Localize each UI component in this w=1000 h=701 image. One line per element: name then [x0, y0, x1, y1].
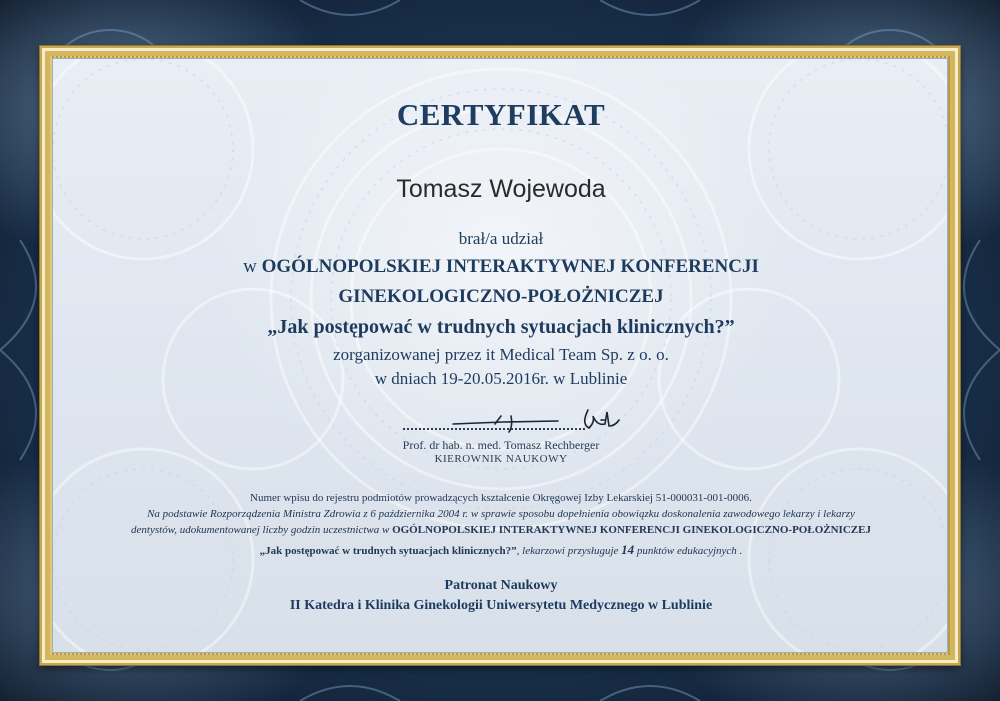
- dates-place-line: w dniach 19-20.05.2016r. w Lublinie: [374, 369, 628, 388]
- certificate-title: CERTYFIKAT: [396, 97, 606, 132]
- recipient-name: Tomasz Wojewoda: [396, 175, 606, 203]
- regulation-conference-name: OGÓLNOPOLSKIEJ INTERAKTYWNEJ KONFERENCJI GINEKOLOGICZNO-POŁOŻNICZEJ: [392, 524, 871, 536]
- handwritten-signature: [383, 402, 623, 438]
- points-text: , lekarzowi przysługuje: [516, 545, 622, 557]
- registry-number-line: Numer wpisu do rejestru podmiotów prowadzących kształcenie Okręgowej Izby Lekarskiej 51-000031-001-0006.: [250, 492, 752, 504]
- conference-name-part1: OGÓLNOPOLSKIEJ INTERAKTYWNEJ KONFERENCJI: [261, 256, 759, 277]
- conference-subtitle: „Jak postępować w trudnych sytuacjach klinicznych?”: [267, 316, 735, 338]
- points-line: [53, 542, 948, 558]
- regulation-text: dentystów, udokumentowanej liczby godzin uczestnictwa w: [131, 524, 393, 536]
- conference-title-line1: [53, 256, 948, 278]
- regulation-line: Na podstawie Rozporządzenia Ministra Zdrowia z 6 października 2004 r. w sprawie sposobu dopełnienia obowiązku doskonalenia zawodowego lekarzy i lekarzy: [147, 508, 855, 520]
- conference-title-line2: GINEKOLOGICZNO-POŁOŻNICZEJ: [338, 286, 664, 307]
- signature-dotted-line: [403, 428, 585, 430]
- patronage-institution: II Katedra i Klinika Ginekologii Uniwersytetu Medycznego w Lublinie: [289, 598, 713, 613]
- certificate-sheet: [52, 58, 948, 653]
- signatory-name: Prof. dr hab. n. med. Tomasz Rechberger: [402, 438, 600, 452]
- conference-prefix: w: [243, 256, 257, 277]
- patronage-heading: Patronat Naukowy: [444, 578, 558, 593]
- points-suffix: punktów edukacyjnych .: [634, 545, 743, 557]
- organizer-line: zorganizowanej przez it Medical Team Sp. z o. o.: [333, 345, 669, 364]
- points-conference-subtitle: „Jak postępować w trudnych sytuacjach klinicznych?”: [259, 545, 517, 557]
- participation-line: brał/a udział: [458, 229, 544, 248]
- signatory-role: KIEROWNIK NAUKOWY: [434, 453, 568, 465]
- points-count: 14: [621, 542, 635, 557]
- certificate-content: [53, 59, 948, 653]
- regulation-line-2: [53, 524, 948, 536]
